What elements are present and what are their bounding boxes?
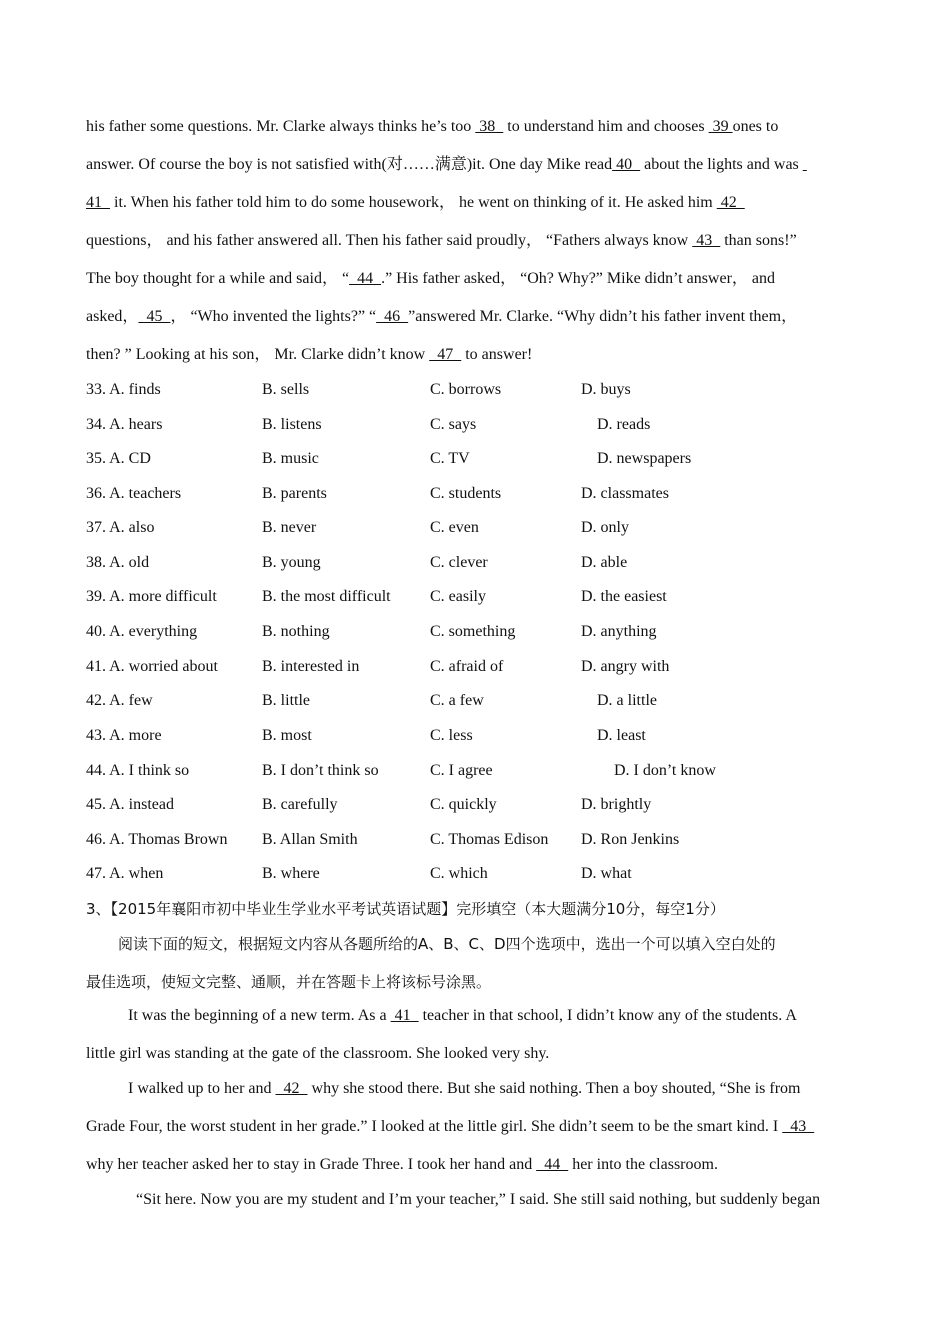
option-row	[0, 587, 950, 609]
option-a: 34. A. hears	[86, 416, 163, 433]
option-a: 41. A. worried about	[86, 658, 218, 675]
blank-41: 41	[86, 194, 110, 211]
option-b: B. listens	[262, 416, 322, 433]
option-c: C. which	[430, 865, 488, 882]
passage-line: little girl was standing at the gate of the classroom. She looked very shy.	[86, 1045, 550, 1062]
passage-line	[86, 193, 745, 213]
option-c: C. says	[430, 416, 477, 433]
option-b: B. most	[262, 727, 312, 744]
passage-line	[86, 345, 532, 365]
option-d: D. angry with	[581, 658, 670, 675]
option-d: D. buys	[581, 381, 631, 398]
passage-line	[128, 1079, 801, 1099]
text: why her teacher asked her to stay in Grade Three. I took her hand and	[86, 1156, 537, 1173]
option-a: 44. A. I think so	[86, 762, 190, 779]
text: teacher in that school, I didn’t know any of the students. A	[418, 1007, 797, 1024]
passage-line	[86, 1117, 814, 1137]
option-d: D. a little	[597, 692, 657, 709]
text: I walked up to her and	[128, 1080, 276, 1097]
passage-line	[86, 1155, 718, 1175]
blank-43: 43	[692, 232, 721, 249]
option-d: D. able	[581, 554, 628, 571]
text: questions， and his father answered all. Then his father said proudly， “Fathers always know	[86, 232, 693, 249]
option-c: C. clever	[430, 554, 488, 571]
option-d: D. brightly	[581, 796, 652, 813]
passage-line: “Sit here. Now you are my student and I’m your teacher,” I said. She still said nothing, but suddenly began	[136, 1191, 821, 1208]
option-c: C. less	[430, 727, 473, 744]
option-d: D. reads	[597, 416, 651, 433]
option-b: B. nothing	[262, 623, 330, 640]
option-b: B. I don’t think so	[262, 762, 379, 779]
option-a: 43. A. more	[86, 727, 162, 744]
option-d: D. only	[581, 519, 629, 536]
option-row	[0, 657, 950, 679]
option-d: D. I don’t know	[614, 762, 716, 779]
option-d: D. least	[597, 727, 646, 744]
option-a: 47. A. when	[86, 865, 164, 882]
option-c: C. TV	[430, 450, 470, 467]
option-row	[0, 553, 950, 575]
option-row	[0, 691, 950, 713]
blank-46: 46	[376, 308, 409, 325]
passage-line	[86, 231, 797, 251]
blank-44: 44	[536, 1156, 569, 1173]
blank-44: 44	[349, 270, 382, 287]
option-row	[0, 518, 950, 540]
option-row	[0, 415, 950, 437]
blank-41-start	[803, 156, 807, 173]
option-a: 36. A. teachers	[86, 485, 182, 502]
option-row	[0, 380, 950, 402]
option-a: 33. A. finds	[86, 381, 161, 398]
option-row	[0, 761, 950, 783]
passage-line	[86, 269, 775, 289]
blank-38: 38	[475, 118, 504, 135]
blank-41: 41	[390, 1007, 419, 1024]
option-c: C. borrows	[430, 381, 502, 398]
text: it. When his father told him to do some housework， he went on thinking of it. He asked him	[110, 194, 717, 211]
option-d: D. classmates	[581, 485, 669, 502]
text: then? ” Looking at his son， Mr. Clarke didn’t know	[86, 346, 430, 363]
text: answer. Of course the boy is not satisfied with(对……满意)it. One day Mike read	[86, 156, 613, 173]
option-b: B. where	[262, 865, 320, 882]
text: her into the classroom.	[568, 1156, 718, 1173]
option-b: B. young	[262, 554, 321, 571]
passage-line	[86, 117, 778, 137]
option-row	[0, 484, 950, 506]
text: than sons!”	[720, 232, 797, 249]
option-a: 46. A. Thomas Brown	[86, 831, 228, 848]
blank-39: 39	[708, 118, 733, 135]
blank-47: 47	[429, 346, 462, 363]
blank-42: 42	[716, 194, 745, 211]
option-row	[0, 795, 950, 817]
instructions-line: 最佳选项，使短文完整、通顺，并在答题卡上将该标号涂黑。	[86, 973, 492, 991]
text: to understand him and chooses	[503, 118, 709, 135]
option-c: C. quickly	[430, 796, 497, 813]
text: The boy thought for a while and said， “	[86, 270, 350, 287]
option-c: C. easily	[430, 588, 486, 605]
section-heading: 3、【2015年襄阳市初中毕业生学业水平考试英语试题】完形填空（本大题满分10分，每空1分）	[86, 900, 725, 918]
option-c: C. I agree	[430, 762, 493, 779]
text: why she stood there. But she said nothing. Then a boy shouted, “She is from	[307, 1080, 801, 1097]
option-b: B. little	[262, 692, 310, 709]
option-b: B. Allan Smith	[262, 831, 358, 848]
option-d: D. newspapers	[597, 450, 692, 467]
option-b: B. never	[262, 519, 317, 536]
blank-45: 45	[138, 308, 171, 325]
option-a: 37. A. also	[86, 519, 155, 536]
option-c: C. something	[430, 623, 516, 640]
option-d: D. anything	[581, 623, 657, 640]
text: his father some questions. Mr. Clarke always thinks he’s too	[86, 118, 476, 135]
option-row	[0, 622, 950, 644]
text: ones to	[732, 118, 779, 135]
option-d: D. what	[581, 865, 632, 882]
option-a: 40. A. everything	[86, 623, 198, 640]
option-b: B. interested in	[262, 658, 360, 675]
text: about the lights and was	[640, 156, 803, 173]
instructions-line: 阅读下面的短文，根据短文内容从各题所给的A、B、C、D四个选项中，选出一个可以填入空白处的	[118, 935, 776, 953]
option-d: D. Ron Jenkins	[581, 831, 680, 848]
text: asked，	[86, 308, 139, 325]
text: ”answered Mr. Clarke. “Why didn’t his father invent them，	[408, 308, 798, 325]
option-row	[0, 830, 950, 852]
text: It was the beginning of a new term. As a	[128, 1007, 391, 1024]
option-c: C. afraid of	[430, 658, 504, 675]
option-d: D. the easiest	[581, 588, 667, 605]
blank-43: 43	[782, 1118, 815, 1135]
option-a: 42. A. few	[86, 692, 153, 709]
text: .” His father asked， “Oh? Why?” Mike didn’t answer， and	[381, 270, 776, 287]
text: ， “Who invented the lights?” “	[170, 308, 377, 325]
blank-42: 42	[275, 1080, 308, 1097]
option-b: B. music	[262, 450, 319, 467]
option-row	[0, 449, 950, 471]
passage-line	[128, 1006, 797, 1026]
text: to answer!	[461, 346, 533, 363]
option-b: B. parents	[262, 485, 327, 502]
option-b: B. sells	[262, 381, 310, 398]
blank-40: 40	[612, 156, 641, 173]
option-a: 39. A. more difficult	[86, 588, 217, 605]
passage-line	[86, 155, 807, 175]
option-c: C. a few	[430, 692, 484, 709]
option-c: C. Thomas Edison	[430, 831, 549, 848]
option-b: B. carefully	[262, 796, 338, 813]
option-a: 38. A. old	[86, 554, 150, 571]
option-row	[0, 864, 950, 886]
passage-line	[86, 307, 797, 327]
option-a: 35. A. CD	[86, 450, 151, 467]
text: Grade Four, the worst student in her grade.” I looked at the little girl. She didn’t seem to be the smart kind. I	[86, 1118, 783, 1135]
option-b: B. the most difficult	[262, 588, 391, 605]
option-a: 45. A. instead	[86, 796, 174, 813]
option-c: C. even	[430, 519, 479, 536]
option-row	[0, 726, 950, 748]
option-c: C. students	[430, 485, 502, 502]
